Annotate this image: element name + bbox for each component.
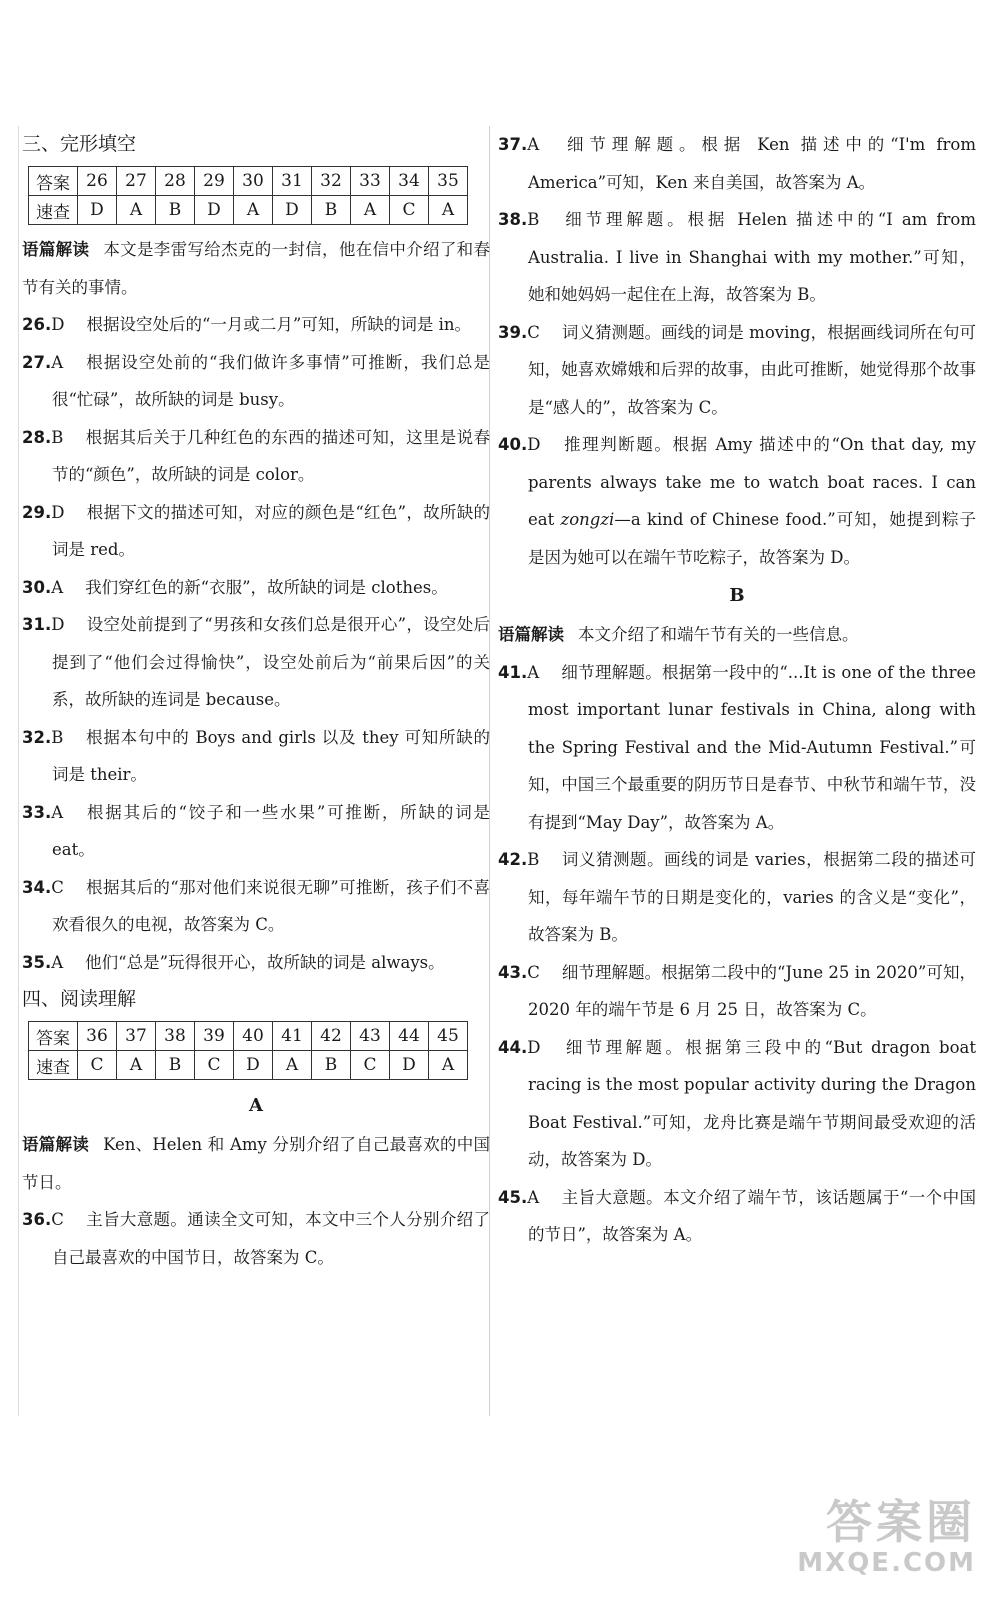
explanation-text: 细节理解题。根据第一段中的“...It is one of the three most important lunar festivals in China, along with the Spring Festival and the Mid-Autumn Festival.”可知，中国三个最重要的阴历节日是春节、中秋节和端午节，没有提到“May Day”，故答案为 A。 bbox=[528, 662, 976, 832]
answer-option: A bbox=[51, 577, 64, 597]
answer-option: B bbox=[527, 850, 540, 869]
passage-summary bbox=[22, 231, 490, 306]
passage-lead: 语篇解读 bbox=[22, 240, 90, 259]
question-number: 31. bbox=[22, 615, 52, 634]
table-answer-cell: B bbox=[156, 196, 195, 225]
answer-item bbox=[498, 841, 976, 954]
answer-option: B bbox=[51, 727, 64, 747]
answer-item bbox=[498, 126, 976, 201]
table-answer-cell: D bbox=[78, 196, 117, 225]
table-answer-cell: C bbox=[78, 1051, 117, 1080]
answer-option: A bbox=[51, 802, 64, 822]
table-answer-label: 速查 bbox=[29, 1051, 78, 1080]
table-question-number: 34 bbox=[390, 167, 429, 196]
answer-option: D bbox=[527, 435, 541, 454]
watermark bbox=[797, 1496, 976, 1578]
answer-item bbox=[498, 201, 976, 314]
question-number: 38. bbox=[498, 210, 528, 229]
question-number: 44. bbox=[498, 1037, 528, 1057]
explanation-text: 根据设空处前的“我们做许多事情”可推断，我们总是很“忙碌”，故所缺的词是 busy。 bbox=[52, 352, 490, 409]
answer-item bbox=[22, 944, 490, 982]
table-question-number: 26 bbox=[78, 167, 117, 196]
answer-item bbox=[22, 1201, 490, 1276]
answer-item bbox=[22, 606, 490, 719]
explanation-text: 推理判断题。根据 Amy 描述中的“On that day, my parents always take me to watch boat races. I can eat bbox=[528, 435, 976, 529]
table-question-number: 38 bbox=[156, 1022, 195, 1051]
answer-option: C bbox=[527, 322, 540, 342]
question-number: 41. bbox=[498, 662, 528, 682]
table-answer-cell: B bbox=[156, 1051, 195, 1080]
explanation-text: 词义猜测题。画线的词是 varies，根据第二段的描述可知，每年端午节的日期是变化的，varies 的含义是“变化”，故答案为 B。 bbox=[528, 850, 976, 944]
answer-item bbox=[22, 494, 490, 569]
explanation-text: 我们穿红色的新“衣服”，故所缺的词是 clothes。 bbox=[85, 577, 448, 597]
explanation-text: 根据其后关于几种红色的东西的描述可知，这里是说春节的“颜色”，故所缺的词是 color。 bbox=[52, 427, 490, 484]
left-column bbox=[22, 126, 490, 1276]
question-number: 43. bbox=[498, 962, 528, 982]
table-answer-cell: A bbox=[273, 1051, 312, 1080]
right-column bbox=[498, 126, 976, 1254]
table-question-number: 42 bbox=[312, 1022, 351, 1051]
explanation-text: 根据其后的“饺子和一些水果”可推断，所缺的词是 eat。 bbox=[52, 802, 490, 859]
question-number: 42. bbox=[498, 850, 528, 869]
cloze-answer-list bbox=[22, 306, 490, 981]
section-3-title: 三、完形填空 bbox=[22, 133, 137, 155]
table-question-number: 31 bbox=[273, 167, 312, 196]
table-question-number: 37 bbox=[117, 1022, 156, 1051]
answer-item bbox=[22, 419, 490, 494]
table-answer-cell: A bbox=[234, 196, 273, 225]
watermark-site: MXQE.COM bbox=[797, 1548, 976, 1578]
explanation-italic-term: zongzi bbox=[560, 510, 615, 529]
explanation-text: 细节理解题。根据 Ken 描述中的“I'm from America”可知，Ken 来自美国，故答案为 A。 bbox=[528, 135, 976, 192]
question-number: 29. bbox=[22, 502, 52, 522]
table-question-number: 41 bbox=[273, 1022, 312, 1051]
answer-item bbox=[22, 869, 490, 944]
part-a-label: A bbox=[249, 1095, 263, 1116]
table-header-label: 答案 bbox=[29, 1022, 78, 1051]
answer-option: D bbox=[527, 1037, 541, 1057]
table-answer-cell: B bbox=[312, 1051, 351, 1080]
answer-item bbox=[498, 314, 976, 427]
explanation-text: 主旨大意题。本文介绍了端午节，该话题属于“一个中国的节日”，故答案为 A。 bbox=[528, 1187, 976, 1244]
table-question-number: 36 bbox=[78, 1022, 117, 1051]
table-answer-cell: C bbox=[195, 1051, 234, 1080]
answer-option: C bbox=[527, 962, 540, 982]
question-number: 36. bbox=[22, 1210, 52, 1229]
answer-option: B bbox=[51, 427, 64, 447]
table-question-number: 28 bbox=[156, 167, 195, 196]
question-number: 27. bbox=[22, 352, 52, 372]
answer-item bbox=[22, 569, 490, 607]
part-a-lead: 语篇解读 bbox=[22, 1135, 90, 1154]
answer-item bbox=[498, 1179, 976, 1254]
explanation-text: 主旨大意题。通读全文可知，本文中三个人分别介绍了自己最喜欢的中国节日，故答案为 C。 bbox=[52, 1210, 490, 1267]
table-question-number: 33 bbox=[351, 167, 390, 196]
question-number: 32. bbox=[22, 727, 52, 747]
answer-item bbox=[22, 719, 490, 794]
passage-text: 本文是李雷写给杰克的一封信，他在信中介绍了和春节有关的事情。 bbox=[22, 240, 491, 297]
part-b-lead: 语篇解读 bbox=[498, 625, 564, 644]
table-answer-cell: A bbox=[429, 1051, 468, 1080]
question-number: 40. bbox=[498, 435, 528, 454]
answer-option: A bbox=[51, 352, 64, 372]
answer-item bbox=[498, 654, 976, 842]
answer-option: A bbox=[51, 952, 64, 972]
answer-item bbox=[22, 306, 490, 344]
table-answer-cell: D bbox=[195, 196, 234, 225]
table-question-number: 43 bbox=[351, 1022, 390, 1051]
table-question-number: 29 bbox=[195, 167, 234, 196]
table-answer-cell: C bbox=[390, 196, 429, 225]
explanation-text: 根据设空处后的“一月或二月”可知，所缺的词是 in。 bbox=[86, 315, 471, 334]
watermark-logo: 答案圈 bbox=[826, 1495, 976, 1549]
explanation-text: 根据下文的描述可知，对应的颜色是“红色”，故所缺的词是 red。 bbox=[52, 502, 490, 559]
explanation-text: 细节理解题。根据第三段中的“But dragon boat racing is the most popular activity during the Dragon Boat Festival.”可知，龙舟比赛是端午节期间最受欢迎的活动，故答案为 D。 bbox=[528, 1037, 976, 1169]
answer-option: D bbox=[51, 315, 65, 334]
explanation-text: 细节理解题。根据第二段中的“June 25 in 2020”可知，2020 年的端午节是 6 月 25 日，故答案为 C。 bbox=[528, 962, 976, 1019]
answer-item bbox=[498, 426, 976, 576]
left-margin-line bbox=[18, 126, 19, 1416]
answer-item bbox=[498, 1029, 976, 1179]
table-question-number: 30 bbox=[234, 167, 273, 196]
table-question-number: 40 bbox=[234, 1022, 273, 1051]
answer-option: D bbox=[51, 615, 65, 634]
answer-option: D bbox=[51, 502, 65, 522]
table-answer-cell: A bbox=[351, 196, 390, 225]
answer-table-26-35 bbox=[28, 166, 468, 225]
table-answer-cell: A bbox=[117, 196, 156, 225]
explanation-text: 词义猜测题。画线的词是 moving，根据画线词所在句可知，她喜欢嫦娥和后羿的故事，由此可推断，她觉得那个故事是“感人的”，故答案为 C。 bbox=[528, 322, 976, 417]
question-number: 28. bbox=[22, 427, 52, 447]
part-a-text: Ken、Helen 和 Amy 分别介绍了自己最喜欢的中国节日。 bbox=[22, 1135, 491, 1192]
table-answer-label: 速查 bbox=[29, 196, 78, 225]
answer-item bbox=[22, 794, 490, 869]
question-number: 33. bbox=[22, 802, 52, 822]
question-number: 45. bbox=[498, 1187, 528, 1207]
answer-item bbox=[22, 344, 490, 419]
table-question-number: 44 bbox=[390, 1022, 429, 1051]
reading-answer-list-a-cont bbox=[498, 126, 976, 576]
table-question-number: 45 bbox=[429, 1022, 468, 1051]
explanation-text: —a kind of Chinese food.”可知，她提到粽子是因为她可以在端午节吃粽子，故答案为 D。 bbox=[528, 510, 976, 567]
part-a-summary bbox=[22, 1126, 490, 1201]
table-answer-cell: D bbox=[273, 196, 312, 225]
table-answer-cell: C bbox=[351, 1051, 390, 1080]
question-number: 34. bbox=[22, 877, 52, 897]
part-b-label: B bbox=[729, 585, 745, 606]
question-number: 30. bbox=[22, 577, 52, 597]
table-question-number: 32 bbox=[312, 167, 351, 196]
explanation-text: 他们“总是”玩得很开心，故所缺的词是 always。 bbox=[85, 952, 445, 972]
answer-option: A bbox=[527, 1187, 540, 1207]
answer-option: A bbox=[527, 662, 540, 682]
table-question-number: 39 bbox=[195, 1022, 234, 1051]
part-b-summary bbox=[498, 616, 976, 654]
table-question-number: 35 bbox=[429, 167, 468, 196]
explanation-text: 设空处前提到了“男孩和女孩们总是很开心”，设空处后提到了“他们会过得愉快”，设空处前后为“前果后因”的关系，故所缺的连词是 because。 bbox=[52, 615, 490, 709]
answer-option: C bbox=[51, 877, 64, 897]
reading-answer-list-a bbox=[22, 1201, 490, 1276]
table-question-number: 27 bbox=[117, 167, 156, 196]
answer-option: B bbox=[527, 210, 540, 229]
answer-option: A bbox=[527, 135, 540, 154]
question-number: 26. bbox=[22, 315, 52, 334]
part-b-text: 本文介绍了和端午节有关的一些信息。 bbox=[578, 625, 859, 644]
section-4-title: 四、阅读理解 bbox=[22, 988, 137, 1010]
reading-answer-list-b bbox=[498, 654, 976, 1254]
explanation-text: 根据其后的“那对他们来说很无聊”可推断，孩子们不喜欢看很久的电视，故答案为 C。 bbox=[52, 877, 490, 934]
question-number: 37. bbox=[498, 135, 528, 154]
answer-item bbox=[498, 954, 976, 1029]
answer-option: C bbox=[51, 1210, 64, 1229]
question-number: 39. bbox=[498, 322, 528, 342]
table-answer-cell: A bbox=[117, 1051, 156, 1080]
explanation-text: 根据本句中的 Boys and girls 以及 they 可知所缺的词是 their。 bbox=[52, 727, 490, 784]
question-number: 35. bbox=[22, 952, 52, 972]
table-answer-cell: D bbox=[390, 1051, 429, 1080]
explanation-text: 细节理解题。根据 Helen 描述中的“I am from Australia. I live in Shanghai with my mother.”可知，她和她妈妈一起住在上海，故答案为 B。 bbox=[528, 210, 976, 304]
table-answer-cell: D bbox=[234, 1051, 273, 1080]
table-header-label: 答案 bbox=[29, 167, 78, 196]
table-answer-cell: B bbox=[312, 196, 351, 225]
answer-table-36-45 bbox=[28, 1021, 468, 1080]
table-answer-cell: A bbox=[429, 196, 468, 225]
